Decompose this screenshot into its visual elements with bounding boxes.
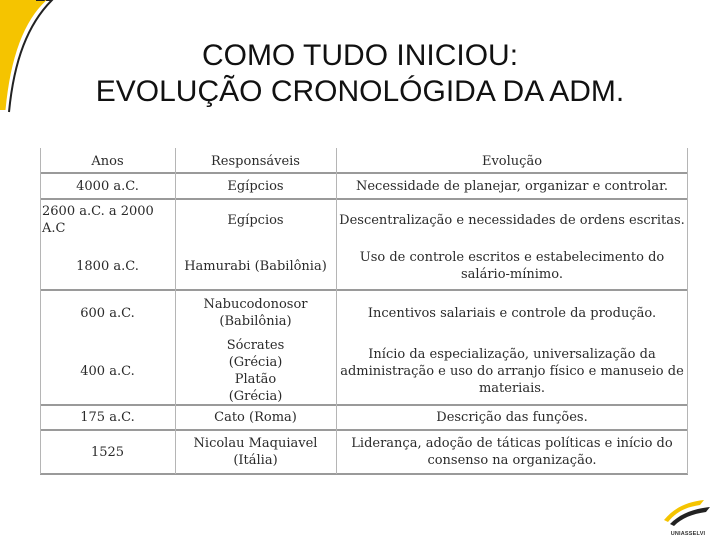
cell-evolucao: Descentralização e necessidades de ordens escritas. xyxy=(339,212,685,228)
cell-responsaveis: Egípcios xyxy=(227,212,284,228)
cell-anos: 1800 a.C. xyxy=(76,258,139,274)
cell-anos: 1525 xyxy=(90,444,125,460)
chronology-table xyxy=(40,148,688,474)
logo-mark-icon xyxy=(656,496,720,528)
cell-responsaveis: Sócrates (Grécia) Platão (Grécia) xyxy=(226,338,285,404)
cell-responsaveis: Nabucodonosor (Babilônia) xyxy=(203,297,308,329)
cell-anos: 400 a.C. xyxy=(80,363,135,379)
cell-evolucao: Necessidade de planejar, organizar e controlar. xyxy=(355,178,669,194)
table-rule xyxy=(40,473,688,475)
cell-responsaveis: Cato (Roma) xyxy=(214,410,297,425)
page-title xyxy=(0,38,720,110)
cell-evolucao: Incentivos salariais e controle da produção. xyxy=(367,305,657,321)
cell-evolucao: Início da especialização, universalização da administração e uso do arranjo físico e manuseio de materiais. xyxy=(340,346,684,396)
cell-evolucao: Descrição das funções. xyxy=(436,410,588,425)
title-line-2: EVOLUÇÃO CRONOLÓGIDA DA ADM. xyxy=(95,75,625,108)
header-anos: Anos xyxy=(91,153,124,169)
uniasselvi-logo xyxy=(656,496,720,540)
cell-anos: 600 a.C. xyxy=(80,305,135,321)
cell-anos: 4000 a.C. xyxy=(76,178,139,194)
title-line-1: COMO TUDO INICIOU: xyxy=(201,39,519,72)
cell-responsaveis: Nicolau Maquiavel (Itália) xyxy=(193,436,318,468)
cell-evolucao: Liderança, adoção de táticas políticas e início do consenso na organização. xyxy=(351,436,673,468)
logo-text: UNIASSELVI xyxy=(670,531,706,537)
cell-responsaveis: Egípcios xyxy=(227,178,284,194)
cell-anos: 2600 a.C. a 2000 A.C xyxy=(42,204,154,236)
cell-anos: 175 a.C. xyxy=(80,410,135,425)
header-responsaveis: Responsáveis xyxy=(211,153,300,169)
cell-evolucao: Uso de controle escritos e estabelecimento do salário-mínimo. xyxy=(359,250,665,282)
cell-responsaveis: Hamurabi (Babilônia) xyxy=(184,258,327,274)
header-evolucao: Evolução xyxy=(481,153,543,169)
